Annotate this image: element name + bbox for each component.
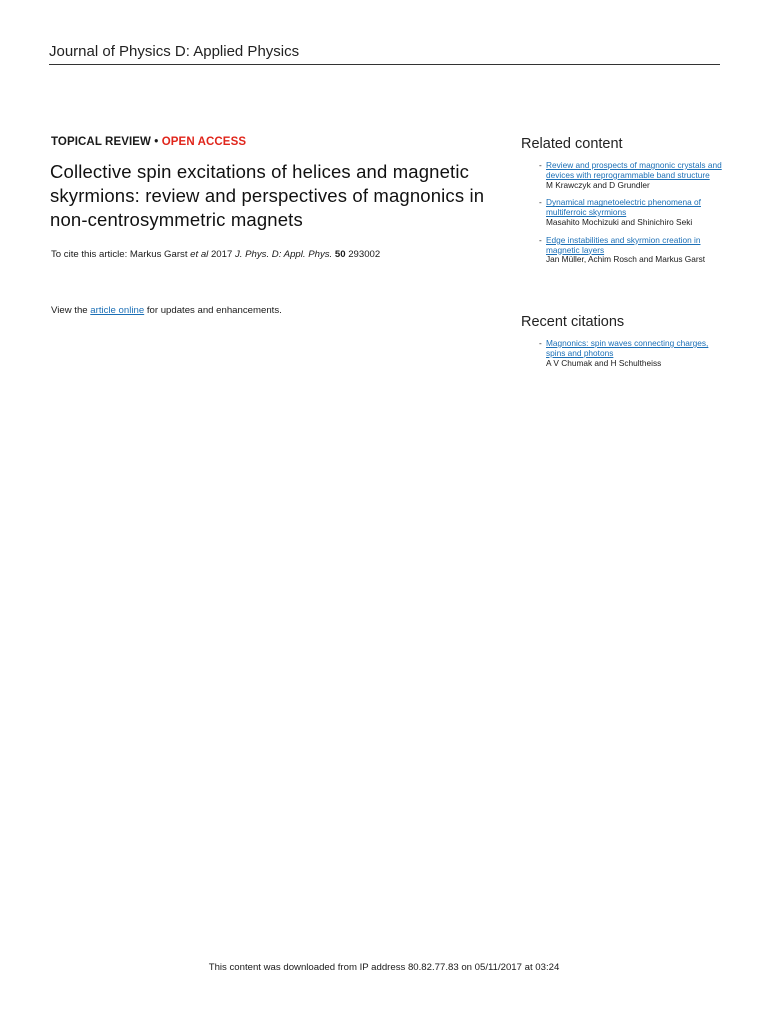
article-kicker	[51, 136, 246, 148]
view-prefix: View the	[51, 305, 91, 316]
recent-citations-panel	[521, 313, 726, 376]
related-content-heading: Related content	[521, 136, 623, 152]
related-item	[521, 236, 726, 265]
related-item	[521, 161, 726, 190]
article-online-link[interactable]: article online	[90, 305, 145, 316]
citation-line	[51, 248, 521, 261]
journal-header: Journal of Physics D: Applied Physics	[49, 42, 720, 65]
list-dash: -	[539, 160, 542, 170]
open-access-label: OPEN ACCESS	[161, 136, 247, 148]
article-type: TOPICAL REVIEW	[51, 136, 152, 148]
cite-prefix: To cite this article: Markus Garst	[51, 249, 191, 260]
related-item-link[interactable]: Dynamical magnetoelectric phenomena of multiferroic skyrmions	[546, 197, 701, 218]
download-footer: This content was downloaded from IP address 80.82.77.83 on 05/11/2017 at 03:24	[208, 962, 560, 973]
citation-item	[521, 339, 726, 368]
kicker-separator: •	[151, 136, 162, 148]
cite-et-al: et al	[190, 249, 209, 260]
related-item	[521, 198, 726, 227]
related-item-link[interactable]: Edge instabilities and skyrmion creation in magnetic layers	[546, 234, 701, 255]
related-content-panel	[521, 135, 726, 273]
recent-citations-list	[521, 339, 726, 368]
related-item-authors: Masahito Mochizuki and Shinichiro Seki	[546, 216, 693, 227]
list-dash: -	[539, 338, 542, 348]
list-dash: -	[539, 234, 542, 245]
related-content-list	[521, 161, 726, 265]
citation-item-authors: A V Chumak and H Schultheiss	[546, 357, 662, 368]
related-item-authors: M Krawczyk and D Grundler	[546, 179, 650, 190]
list-dash: -	[539, 197, 542, 208]
view-suffix: for updates and enhancements.	[144, 305, 282, 316]
recent-citations-heading: Recent citations	[521, 314, 625, 330]
related-item-link[interactable]: Review and prospects of magnonic crystals and devices with reprogrammable band structure	[546, 160, 722, 180]
related-item-authors: Jan Müller, Achim Rosch and Markus Garst	[546, 254, 706, 265]
view-online-line	[51, 304, 521, 317]
cite-volume: 50	[334, 249, 346, 260]
cite-year: 2017	[208, 249, 235, 260]
cite-journal: J. Phys. D: Appl. Phys.	[234, 249, 333, 260]
article-title: Collective spin excitations of helices and magnetic skyrmions: review and perspectives of magnonics in non-centrosymmetric magnets	[50, 161, 485, 230]
citation-item-link[interactable]: Magnonics: spin waves connecting charges, spins and photons	[546, 338, 709, 358]
cite-article-number: 293002	[345, 249, 381, 260]
